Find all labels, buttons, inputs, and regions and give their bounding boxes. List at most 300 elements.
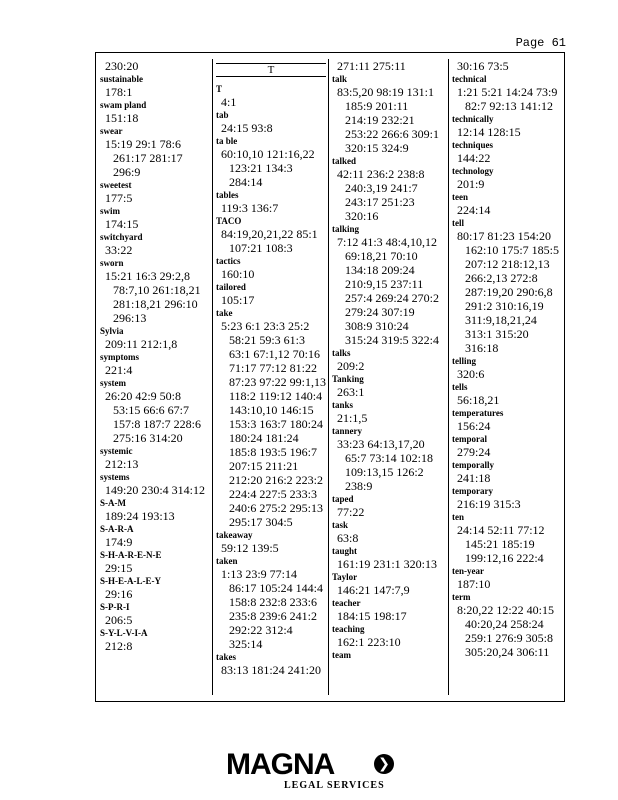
page-line-references <box>332 167 448 223</box>
page-line-references <box>100 363 210 377</box>
index-entry <box>332 425 448 493</box>
reference-line: 295:17 304:5 <box>229 515 293 529</box>
reference-line: 284:14 <box>229 175 263 189</box>
reference-line: 53:15 66:6 67:7 <box>113 403 190 417</box>
page-line-references <box>100 111 210 125</box>
reference-line: 82:7 92:13 141:12 <box>465 99 554 113</box>
page-line-references <box>100 217 210 231</box>
index-term: systems <box>100 472 130 482</box>
index-term: sworn <box>100 258 124 268</box>
reference-line: 240:3,19 241:7 <box>345 181 418 195</box>
index-entry <box>332 519 448 545</box>
index-term: ten <box>452 512 464 522</box>
page-line-references <box>216 293 326 307</box>
page-line-references <box>332 437 448 493</box>
reference-line: 71:17 77:12 81:22 <box>229 361 318 375</box>
reference-line: 187:10 <box>457 577 491 591</box>
page-line-references <box>100 59 210 73</box>
reference-line: 281:18,21 296:10 <box>113 297 198 311</box>
index-term: S-A-R-A <box>100 524 134 534</box>
reference-line: 311:9,18,21,24 <box>465 313 537 327</box>
footer-logo <box>226 748 396 792</box>
index-entry <box>452 191 564 217</box>
reference-line: 157:8 187:7 228:6 <box>113 417 202 431</box>
index-term: TACO <box>216 216 242 226</box>
reference-line: 210:9,15 237:11 <box>345 277 424 291</box>
index-entry <box>100 59 210 73</box>
index-entry <box>332 373 448 399</box>
page-line-references <box>332 385 448 399</box>
index-term: swam pland <box>100 100 147 110</box>
page-line-references <box>216 227 326 255</box>
page-line-references <box>452 445 564 459</box>
reference-line: 161:19 231:1 320:13 <box>337 557 438 571</box>
reference-line: 263:1 <box>337 385 365 399</box>
page-line-references <box>216 319 326 529</box>
page-line-references <box>452 471 564 485</box>
reference-line: 145:21 185:19 <box>465 537 535 551</box>
reference-line: 224:14 <box>457 203 491 217</box>
index-term: ta ble <box>216 136 238 146</box>
index-entry <box>100 325 210 351</box>
reference-line: 257:4 269:24 270:2 <box>345 291 440 305</box>
page-line-references <box>452 203 564 217</box>
index-entry <box>452 217 564 355</box>
reference-line: 266:2,13 272:8 <box>465 271 538 285</box>
index-entry <box>452 407 564 433</box>
arrow-right-icon: ❯ <box>374 754 394 774</box>
index-term: talking <box>332 224 360 234</box>
index-entry <box>100 471 210 497</box>
index-entry <box>332 571 448 597</box>
letter-section-header: T <box>216 63 326 77</box>
index-term: teaching <box>332 624 365 634</box>
index-term: talked <box>332 156 357 166</box>
index-frame <box>95 52 565 702</box>
index-term: ten-year <box>452 566 484 576</box>
page-line-references <box>452 419 564 433</box>
page-line-references <box>332 505 448 519</box>
reference-line: 259:1 276:9 305:8 <box>465 631 554 645</box>
page-line-references <box>452 85 564 113</box>
index-entry <box>216 281 326 307</box>
page-line-references <box>100 613 210 627</box>
index-term: team <box>332 650 351 660</box>
reference-line: 185:8 193:5 196:7 <box>229 445 318 459</box>
reference-line: 63:8 <box>337 531 359 545</box>
index-term: temporary <box>452 486 493 496</box>
index-entry <box>100 205 210 231</box>
reference-line: 308:9 310:24 <box>345 319 409 333</box>
reference-line: 160:10 <box>221 267 255 281</box>
reference-line: 146:21 147:7,9 <box>337 583 410 597</box>
reference-line: 230:20 <box>105 59 139 73</box>
reference-line: 26:20 42:9 50:8 <box>105 389 182 403</box>
reference-line: 29:16 <box>105 587 133 601</box>
reference-line: 119:3 136:7 <box>221 201 279 215</box>
reference-line: 212:13 <box>105 457 139 471</box>
index-entry <box>100 497 210 523</box>
page-line-references <box>216 201 326 215</box>
page-line-references <box>332 59 448 73</box>
page-line-references <box>332 583 448 597</box>
reference-line: 15:19 29:1 78:6 <box>105 137 182 151</box>
index-entry <box>332 59 448 73</box>
reference-line: 209:11 212:1,8 <box>105 337 178 351</box>
page-line-references <box>452 367 564 381</box>
index-entry <box>100 627 210 653</box>
reference-line: 320:6 <box>457 367 485 381</box>
page-line-references <box>452 523 564 565</box>
reference-line: 33:22 <box>105 243 133 257</box>
reference-line: 212:20 216:2 223:2 <box>229 473 324 487</box>
page-line-references <box>452 177 564 191</box>
page-line-references <box>100 389 210 445</box>
index-term: switchyard <box>100 232 143 242</box>
reference-line: 56:18,21 <box>457 393 500 407</box>
index-entry <box>332 597 448 623</box>
reference-line: 1:13 23:9 77:14 <box>221 567 298 581</box>
page-line-references <box>452 151 564 165</box>
index-entry <box>452 511 564 565</box>
reference-line: 69:18,21 70:10 <box>345 249 418 263</box>
reference-line: 60:10,10 121:16,22 <box>221 147 315 161</box>
reference-line: 185:9 201:11 <box>345 99 409 113</box>
page-line-references <box>332 359 448 373</box>
reference-line: 153:3 163:7 180:24 <box>229 417 324 431</box>
index-entry <box>100 231 210 257</box>
index-term: sweetest <box>100 180 132 190</box>
page-number-label: Page 61 <box>515 36 566 50</box>
reference-line: 105:17 <box>221 293 255 307</box>
index-term: teen <box>452 192 468 202</box>
reference-line: 29:15 <box>105 561 133 575</box>
reference-line: 279:24 307:19 <box>345 305 415 319</box>
index-term: techniques <box>452 140 494 150</box>
reference-line: 275:16 314:20 <box>113 431 183 445</box>
reference-line: 292:22 312:4 <box>229 623 293 637</box>
reference-line: 296:13 <box>113 311 147 325</box>
reference-line: 201:9 <box>457 177 485 191</box>
index-term: task <box>332 520 349 530</box>
reference-line: 305:20,24 306:11 <box>465 645 550 659</box>
reference-line: 87:23 97:22 99:1,13 <box>229 375 326 389</box>
reference-line: 123:21 134:3 <box>229 161 293 175</box>
index-term: taken <box>216 556 238 566</box>
page-line-references <box>216 663 326 677</box>
reference-line: 24:14 52:11 77:12 <box>457 523 545 537</box>
reference-line: 83:13 181:24 241:20 <box>221 663 322 677</box>
reference-line: 24:15 93:8 <box>221 121 273 135</box>
page-line-references <box>332 557 448 571</box>
page-line-references <box>452 497 564 511</box>
page-line-references <box>100 337 210 351</box>
index-term: swear <box>100 126 123 136</box>
page-line-references <box>452 125 564 139</box>
index-column-4 <box>452 59 564 695</box>
page-line-references <box>100 191 210 205</box>
reference-line: 59:12 139:5 <box>221 541 279 555</box>
reference-line: 261:17 281:17 <box>113 151 183 165</box>
index-entry <box>216 135 326 189</box>
index-entry <box>452 565 564 591</box>
reference-line: 134:18 209:24 <box>345 263 415 277</box>
index-entry <box>332 399 448 425</box>
index-term: taught <box>332 546 358 556</box>
reference-line: 15:21 16:3 29:2,8 <box>105 269 191 283</box>
index-entry <box>452 485 564 511</box>
reference-line: 151:18 <box>105 111 139 125</box>
reference-line: 241:18 <box>457 471 491 485</box>
reference-line: 162:10 175:7 185:5 <box>465 243 560 257</box>
page-line-references <box>100 85 210 99</box>
reference-line: 63:1 67:1,12 70:16 <box>229 347 321 361</box>
index-entry <box>100 257 210 325</box>
page-line-references <box>100 509 210 523</box>
index-term: taped <box>332 494 354 504</box>
index-term: S-H-A-R-E-N-E <box>100 550 162 560</box>
reference-line: 30:16 73:5 <box>457 59 509 73</box>
page-line-references <box>452 229 564 355</box>
magna-logo-text: MAGNA <box>226 748 335 781</box>
page-line-references <box>100 561 210 575</box>
page-line-references <box>100 243 210 257</box>
index-term: temporal <box>452 434 487 444</box>
reference-line: 209:2 <box>337 359 365 373</box>
index-term: tanks <box>332 400 354 410</box>
page-line-references <box>216 267 326 281</box>
reference-line: 315:24 319:5 322:4 <box>345 333 440 347</box>
logo-subtitle: LEGAL SERVICES <box>284 780 385 791</box>
index-term: technically <box>452 114 494 124</box>
index-term: Taylor <box>332 572 358 582</box>
index-term: systemic <box>100 446 133 456</box>
reference-line: 86:17 105:24 144:4 <box>229 581 324 595</box>
index-term: S-Y-L-V-I-A <box>100 628 148 638</box>
page-line-references <box>100 587 210 601</box>
index-entry <box>216 189 326 215</box>
index-entry <box>216 651 326 677</box>
index-term: term <box>452 592 471 602</box>
reference-line: 238:9 <box>345 479 373 493</box>
index-term: take <box>216 308 233 318</box>
index-entry <box>452 591 564 659</box>
index-entry <box>332 155 448 223</box>
index-column-3 <box>332 59 448 695</box>
index-entry <box>332 493 448 519</box>
page-line-references <box>332 531 448 545</box>
reference-line: 174:9 <box>105 535 133 549</box>
index-entry <box>216 215 326 255</box>
index-entry <box>100 125 210 179</box>
index-entry <box>452 165 564 191</box>
page-line-references <box>332 635 448 649</box>
index-term: tells <box>452 382 468 392</box>
reference-line: 42:11 236:2 238:8 <box>337 167 425 181</box>
page-line-references <box>216 121 326 135</box>
index-term: S-P-R-I <box>100 602 130 612</box>
index-entry <box>100 445 210 471</box>
column-divider <box>212 59 213 695</box>
index-term: S-A-M <box>100 498 126 508</box>
reference-line: 221:4 <box>105 363 133 377</box>
reference-line: 325:14 <box>229 637 263 651</box>
index-term: takeaway <box>216 530 253 540</box>
page-line-references <box>216 147 326 189</box>
page-line-references <box>100 269 210 325</box>
page-line-references <box>100 483 210 497</box>
page-line-references <box>100 639 210 653</box>
page-line-references <box>100 457 210 471</box>
index-entry <box>452 433 564 459</box>
index-term: T <box>216 84 223 94</box>
index-term: tactics <box>216 256 241 266</box>
reference-line: 271:11 275:11 <box>337 59 406 73</box>
reference-line: 109:13,15 126:2 <box>345 465 424 479</box>
reference-line: 158:8 232:8 233:6 <box>229 595 318 609</box>
page-line-references <box>216 541 326 555</box>
index-term: swim <box>100 206 120 216</box>
reference-line: 243:17 251:23 <box>345 195 415 209</box>
column-divider <box>328 59 329 695</box>
index-entry <box>452 59 564 73</box>
index-entry <box>332 223 448 347</box>
reference-line: 162:1 223:10 <box>337 635 401 649</box>
reference-line: 174:15 <box>105 217 139 231</box>
reference-line: 235:8 239:6 241:2 <box>229 609 318 623</box>
page-line-references <box>332 85 448 155</box>
index-entry <box>216 83 326 109</box>
reference-line: 320:16 <box>345 209 379 223</box>
index-term: talk <box>332 74 348 84</box>
reference-line: 206:5 <box>105 613 133 627</box>
reference-line: 144:22 <box>457 151 491 165</box>
reference-line: 287:19,20 290:6,8 <box>465 285 553 299</box>
index-entry <box>100 523 210 549</box>
page-line-references <box>216 95 326 109</box>
reference-line: 253:22 266:6 309:1 <box>345 127 440 141</box>
index-entry <box>452 381 564 407</box>
index-entry <box>452 113 564 139</box>
reference-line: 4:1 <box>221 95 237 109</box>
index-term: talks <box>332 348 351 358</box>
index-entry <box>100 377 210 445</box>
index-entry <box>452 459 564 485</box>
index-entry <box>216 307 326 529</box>
index-entry <box>216 255 326 281</box>
index-entry <box>100 575 210 601</box>
reference-line: 83:5,20 98:19 131:1 <box>337 85 435 99</box>
reference-line: 184:15 198:17 <box>337 609 407 623</box>
index-entry <box>100 601 210 627</box>
reference-line: 296:9 <box>113 165 141 179</box>
reference-line: 118:2 119:12 140:4 <box>229 389 323 403</box>
page-line-references <box>452 393 564 407</box>
index-entry <box>332 649 448 661</box>
reference-line: 149:20 230:4 314:12 <box>105 483 206 497</box>
index-term: temporally <box>452 460 494 470</box>
index-term: telling <box>452 356 476 366</box>
index-term: teacher <box>332 598 361 608</box>
index-term: S-H-E-A-L-E-Y <box>100 576 161 586</box>
reference-line: 214:19 232:21 <box>345 113 415 127</box>
index-column-1 <box>100 59 210 695</box>
index-entry <box>332 347 448 373</box>
reference-line: 143:10,10 146:15 <box>229 403 314 417</box>
reference-line: 178:1 <box>105 85 133 99</box>
reference-line: 156:24 <box>457 419 491 433</box>
index-entry <box>100 179 210 205</box>
reference-line: 58:21 59:3 61:3 <box>229 333 306 347</box>
page-line-references <box>452 59 564 73</box>
page-line-references <box>332 235 448 347</box>
reference-line: 279:24 <box>457 445 491 459</box>
index-term: tab <box>216 110 229 120</box>
reference-line: 291:2 310:16,19 <box>465 299 544 313</box>
page-line-references <box>332 609 448 623</box>
page-line-references <box>100 137 210 179</box>
reference-line: 40:20,24 258:24 <box>465 617 544 631</box>
index-entry <box>216 555 326 651</box>
reference-line: 240:6 275:2 295:13 <box>229 501 324 515</box>
index-term: symptoms <box>100 352 140 362</box>
reference-line: 8:20,22 12:22 40:15 <box>457 603 555 617</box>
page-line-references <box>332 411 448 425</box>
reference-line: 199:12,16 222:4 <box>465 551 544 565</box>
index-term: tailored <box>216 282 246 292</box>
page-line-references <box>452 577 564 591</box>
index-entry <box>216 529 326 555</box>
reference-line: 212:8 <box>105 639 133 653</box>
index-entry <box>216 109 326 135</box>
index-entry <box>100 99 210 125</box>
page-line-references <box>100 535 210 549</box>
reference-line: 216:19 315:3 <box>457 497 521 511</box>
index-term: technology <box>452 166 494 176</box>
index-term: Tanking <box>332 374 364 384</box>
reference-line: 65:7 73:14 102:18 <box>345 451 434 465</box>
reference-line: 320:15 324:9 <box>345 141 409 155</box>
index-term: Sylvia <box>100 326 124 336</box>
reference-line: 1:21 5:21 14:24 73:9 <box>457 85 558 99</box>
reference-line: 177:5 <box>105 191 133 205</box>
index-entry <box>452 139 564 165</box>
reference-line: 21:1,5 <box>337 411 368 425</box>
index-entry <box>452 355 564 381</box>
index-term: technical <box>452 74 487 84</box>
reference-line: 180:24 181:24 <box>229 431 299 445</box>
index-entry <box>100 73 210 99</box>
index-entry <box>332 545 448 571</box>
index-term: takes <box>216 652 236 662</box>
reference-line: 33:23 64:13,17,20 <box>337 437 425 451</box>
reference-line: 107:21 108:3 <box>229 241 293 255</box>
reference-line: 316:18 <box>465 341 499 355</box>
reference-line: 207:15 211:21 <box>229 459 299 473</box>
column-divider <box>448 59 449 695</box>
reference-line: 12:14 128:15 <box>457 125 521 139</box>
index-term: tables <box>216 190 239 200</box>
reference-line: 78:7,10 261:18,21 <box>113 283 201 297</box>
reference-line: 207:12 218:12,13 <box>465 257 550 271</box>
page-line-references <box>216 567 326 651</box>
reference-line: 224:4 227:5 233:3 <box>229 487 318 501</box>
index-entry <box>100 351 210 377</box>
reference-line: 7:12 41:3 48:4,10,12 <box>337 235 438 249</box>
reference-line: 313:1 315:20 <box>465 327 529 341</box>
index-entry <box>332 73 448 155</box>
index-entry <box>100 549 210 575</box>
